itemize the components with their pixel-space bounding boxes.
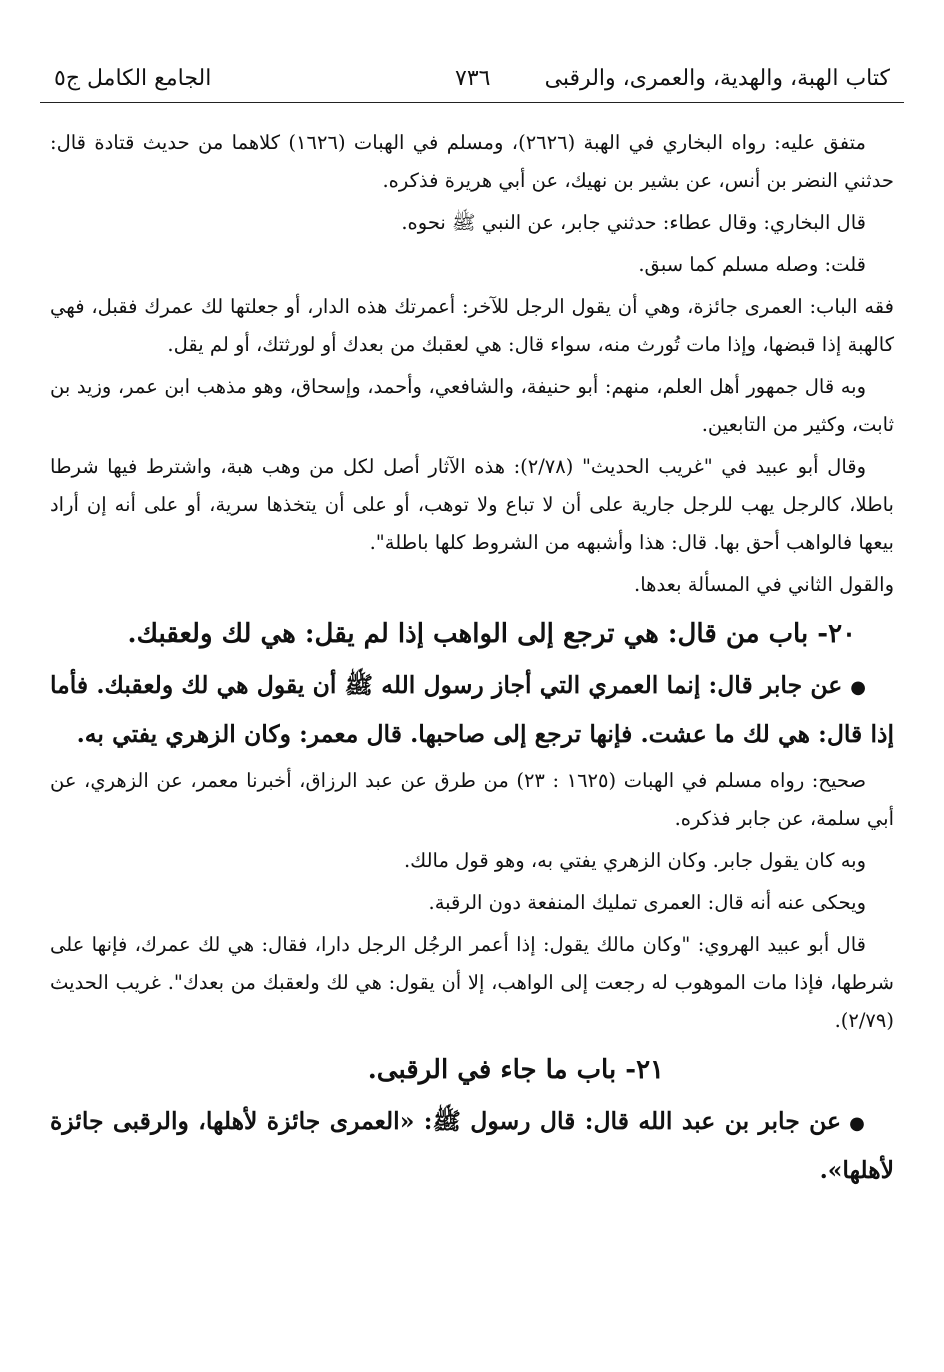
bukhari-note: قال البخاري: وقال عطاء: حدثني جابر، عن النبي ﷺ نحوه. — [401, 211, 866, 234]
hadith-text: عن جابر بن عبد الله قال: قال رسول ﷺ: «العمرى جائزة لأهلها، والرقبى جائزة لأهلها». — [50, 1107, 894, 1184]
header-book-title: الجامع الكامل ج٥ — [54, 66, 212, 91]
malik-opinion: ويحكى عنه أنه قال: العمرى تمليك المنفعة دون الرقبة. — [428, 891, 866, 914]
page-body — [50, 124, 894, 1198]
hadith-jabir-ruqba — [50, 1098, 894, 1194]
chapter-heading-21: ٢١- باب ما جاء في الرقبى. — [367, 1055, 664, 1085]
jabir-opinion: وبه كان يقول جابر. وكان الزهري يفتي به، وهو قول مالك. — [403, 849, 866, 872]
header-chapter-title: كتاب الهبة، والهدية، والعمرى، والرقبى — [544, 66, 890, 91]
author-note: قلت: وصله مسلم كما سبق. — [638, 253, 866, 276]
sahih-takhrij: صحيح: رواه مسلم في الهبات (١٦٢٥ : ٢٣) من طرق عن عبد الرزاق، أخبرنا معمر، عن الزهري، عن أبي سلمة، عن جابر فذكره. — [50, 769, 894, 830]
bullet-icon: ● — [849, 1113, 866, 1134]
bullet-icon: ● — [850, 677, 866, 698]
harawi-quote: قال أبو عبيد الهروي: "وكان مالك يقول: إذا أعمر الرجُل الرجل دارا، فقال: هي لك عمرك، فإنها على شرطها، فإذا مات الموهوب له رجعت إلى الواهب، إلا أن يقول: هي لك ولعقبك من بعدك". غريب الحديث (٢/٧٩). — [50, 933, 894, 1032]
takhrij-paragraph: متفق عليه: رواه البخاري في الهبة (٢٦٢٦)، ومسلم في الهبات (١٦٢٦) كلاهما من حديث قتادة قال: حدثني النضر بن أنس، عن بشير بن نهيك، عن أبي هريرة فذكره. — [50, 131, 894, 192]
fiqh-paragraph: فقه الباب: العمرى جائزة، وهي أن يقول الرجل للآخر: أعمرتك هذه الدار، أو جعلتها لك عمرك فقبل، فهي كالهبة إذا قبضها، وإذا مات تُورث منه، سواء قال: هي لعقبك من بعدك أو لورثتك، أو لم يقل. — [50, 295, 894, 356]
second-opinion-note: والقول الثاني في المسألة بعدها. — [634, 573, 894, 596]
scholars-paragraph: وبه قال جمهور أهل العلم، منهم: أبو حنيفة، والشافعي، وأحمد، وإسحاق، وهو مذهب ابن عمر، وزيد بن ثابت، وكثير من التابعين. — [50, 375, 894, 436]
abu-ubaid-paragraph: وقال أبو عبيد في "غريب الحديث" (٢/٧٨): هذه الآثار أصل لكل من وهب هبة، واشترط فيها شرطا باطلا، كالرجل يهب للرجل جارية على أن لا تباع ولا توهب، أو على أن يتخذها سرية، أو على أنه إن أراد بيعها فالواهب أحق بها. قال: هذا وأشبهه من الشروط كلها باطلة". — [50, 455, 894, 554]
chapter-heading-20: ٢٠- باب من قال: هي ترجع إلى الواهب إذا لم يقل: هي لك ولعقبك. — [127, 619, 856, 649]
hadith-text: عن جابر قال: إنما العمري التي أجاز رسول الله ﷺ أن يقول هي لك ولعقبك. فأما إذا قال: هي لك ما عشت. فإنها ترجع إلى صاحبها. قال معمر: وكان الزهري يفتي به. — [50, 671, 894, 748]
hadith-jabir-umra — [50, 662, 894, 758]
running-header — [40, 58, 904, 103]
page-number: ٧٣٦ — [455, 66, 491, 91]
